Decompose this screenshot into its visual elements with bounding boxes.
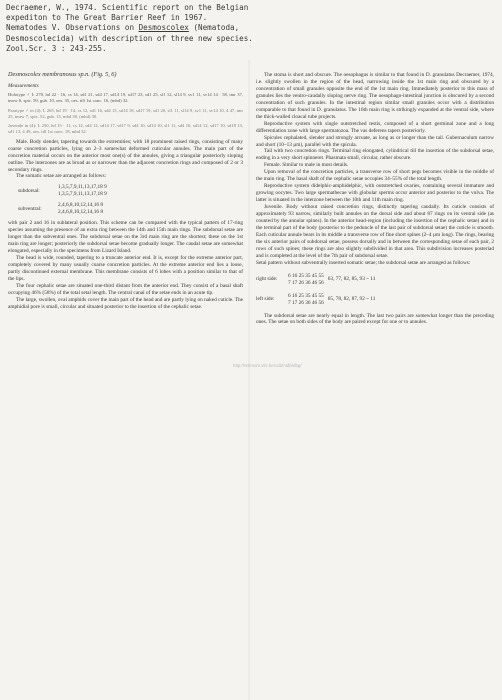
- female-paragraph: Female. Similar to male in most details.: [264, 162, 349, 169]
- citation-line: expediton to The Great Barrier Reef in 1967.: [6, 13, 208, 23]
- url-watermark: http://nttrmom.vliz.be/cdb/ntdb/dbg/: [233, 363, 302, 368]
- spicule-paragraph: Spicules cephalated, slender and strongly arcuate, as long as or longer than the tail. Gubernaculum narrow and short (10–13 µm), parallel with the spicula.: [256, 134, 494, 148]
- female-reproductive-paragraph: Reproductive system didelphic-amphidelphic, with outstretched ovaries, containing several immature and growing oocytes. Two large spermathecae with globular sperms occur anterior and posterior to the vulva. The latter is situated in the interzone between the 10th and 11th main ring.: [256, 183, 494, 204]
- right-side-row: 6 16 25 35 45 55: [288, 272, 324, 279]
- citation-header: [6, 3, 386, 54]
- measurement-holotype: Holotype ♂ I: 270, hd 22 · 16, cs 14, sd1 21, sd4 17, sd14 19, sd17 23, sd1 25, sl1 12, sl14 9, sv1 11, sv14 14 · 58, tmr 37, tmrw 6, spic. 59, gub. 10, oes. 35, oes. till 1st conc. 16, (mbd) 32.: [8, 91, 243, 104]
- left-side-label: left side:: [256, 296, 275, 303]
- subdorsal-row: 1,3,5,7,9,11,13,17,18 9: [58, 191, 107, 198]
- left-side-tail: 65, 78, 82, 87, 92 ~ 11: [327, 296, 376, 303]
- citation-text: Nematodes V. Observations on: [6, 23, 139, 33]
- subventral-row: 2,4,6,8,10,12,14,16 8: [58, 202, 104, 209]
- citation-line: Zool.Scr. 3 : 243-255.: [6, 43, 107, 53]
- left-side-row: 6 16 25 35 45 55: [288, 292, 324, 299]
- citation-line: Desmoscolecida) with description of three new species.: [6, 33, 253, 43]
- juvenile-paragraph: Juvenile. Body without raised concretion rings, distinctly tapering caudally. Its cuticle consists of approximately 93 narrow, similarly built annules on the dorsal side and about 87 rings on its ventral side (as counted by the annular spines). In the anterior head-region (including the insertion of the cephalic setae) and in the terminal part of the body (posterior to the peduncle of the last pair of subdorsal setae) the cuticle is smooth. Each cuticular annule bears in its middle a transverse row of fine short spines (2–4 µm long). The rings, bearing the six anterior pairs of subdorsal setae, possess dorsally and in between the corresponding setae of each pair, 2 rows of such spines; these rings are also slightly subdivided in that area. This subdivision increases posteriad and is completed at the level of the 7th pair of subdorsal setae.: [256, 204, 494, 259]
- female-detail-paragraph: Upon removal of the concretion particles, a transverse row of short pegs becomes visible in the middle of the main ring. The basal shaft of the cephalic setae occupies 34–55% of the total length.: [256, 169, 494, 183]
- left-column: [8, 72, 243, 311]
- subventral-row: 2,4,6,8,10,12,14,16 8: [58, 209, 104, 216]
- species-title: Desmoscolex membranosus sp.n. (Fig. 5, 6): [8, 71, 117, 78]
- juvenile-setae-intro: Setal pattern without subventrally inserted somatic setae; the subdorsal setae are arranged as follows:: [256, 259, 471, 266]
- left-side-formula: [256, 293, 494, 307]
- subventral-label: subventral:: [18, 205, 42, 212]
- citation-text: (Nematoda,: [188, 23, 240, 33]
- tail-paragraph: Tail with two concretion rings. Terminal ring elongated, cylindrical till the insertion of the subdorsal setae, ending in a very short spinneret. Phasmata small, circular, rather obscure.: [256, 148, 494, 162]
- right-side-tail: 63, 77, 82, 85, 93 ~ 11: [327, 276, 376, 283]
- somatic-setae-intro: The somatic setae are arranged as follows:: [16, 173, 107, 180]
- genus-name: Desmoscolex: [138, 23, 189, 33]
- head-paragraph: The head is wide, rounded, tapering to a truncate anterior end. It is, except for the extreme anterior part, completely covered by many usually coarse concretion particles. At the extreme anterior end lies a loose, partly discontinued external membrane. This membrane consists of 6 lobes with a position similar to that of the lips.: [8, 254, 243, 282]
- subdorsal-row: 1,3,5,7,9,11,13,17,18 9: [58, 184, 107, 191]
- page-fold-shadow: [248, 60, 250, 700]
- measurements-heading: Measurements: [8, 82, 39, 89]
- right-side-row: 7 17 26 36 46 56: [288, 279, 324, 286]
- citation-line: Decraemer, W., 1974. Scientific report on the Belgian: [6, 3, 249, 12]
- right-side-formula: [256, 273, 494, 287]
- subdorsal-formula: [18, 184, 243, 198]
- measurement-paratype: Paratype ♂ in (4): L 265, hd 19 · 14, cs 12, sd1 16, sd4 15, sd14 18, sd17 19, sd1 20, sl1 11, sl14 9, sv1 11, sv14 10, 4 47, tmr 25, tmrw 7, spic. 52, gub. 13, mbd 38, (mbd) 30.: [8, 107, 243, 119]
- subdorsal-label: subdorsal:: [18, 187, 40, 194]
- male-description: Male. Body slender, tapering towards the extremities; with 18 prominent raised rings, consisting of many coarse concretion particles, lying on 2–3 somewhat deformed cuticular annules. The main part of the concretion material occurs on the anterior most one(s) of the annules, giving a triangular posteriorly sloping outline. The interzones are as broad as or narrower than the adjacent concretion rings and composed of 2 or 3 secondary rings.: [8, 138, 243, 173]
- left-side-row: 7 17 26 36 46 56: [288, 299, 324, 306]
- subventral-formula: [18, 202, 243, 216]
- citation-line: [6, 23, 386, 33]
- cephalic-setae-paragraph: The four cephalic setae are situated one-third distant from the anterior end. They consist of a basal shaft occupying 46% (58%) of the total setal length. The central canal of the setae ends in an acute tip.: [8, 282, 243, 296]
- stoma-paragraph: The stoma is short and obscure. The oesophagus is similar to that found in D. granulatus Decraemer, 1974, i.e. slightly swollen in the region of the head, narrowing inside the 1st main ring and obscured by a concentration of small granules opposite the end of the 1st main ring. Immediately posterior to this mass of granules lies the ventro-caudally sloping nerve ring. The oesophago-intestinal junction is obscured by a second concentration of such granules. In the intestinal region similar small granules occur with a distribution comparable to that found in D. granulatus. The 16th main ring is strikingly expanded at the ventral side, where the thick-walled cloacal tube projects.: [256, 72, 494, 120]
- reproductive-paragraph: Reproductive system with single outstretched testis, composed of a short germinal zone and a long differentiation zone with large spermatozoa. The vas deferens tapers posteriorly.: [256, 120, 494, 134]
- right-side-label: right side:: [256, 276, 278, 283]
- measurement-juvenile: Juvenile in (4): L 250, hd 15 · 11, cs 12, sd4 12, sd14 17, sd17 9, sd4 10, sd14 10, sl1 11, sd4 10, sd14 12, sd17 10, sd18 13, sd1 13, 4 49, oes. till 1st conc. 18, mbd 32.: [8, 123, 243, 135]
- chaetotaxy-paragraph: with pair 2 and 16 in sublateral position. This scheme can be compared with the typical pattern of 17-ring species assuming the presence of an extra ring between the 14th and 15th main rings. The subdorsal setae are longer than the subventral ones. The subdorsal setae on the 3rd main ring are the shortest; these on the 1st main ring are longer; posteriorly the subdorsal setae become gradually longer. The caudal setae are somewhat elongated, especially in the specimens from Lizard Island.: [8, 220, 243, 255]
- amphid-paragraph: The large, swollen, oval amphids cover the main part of the head and are partly lying on naked cuticle. The amphidial pore is small, circular and situated posterior to the insertion of the cephalic setae.: [8, 296, 243, 310]
- final-paragraph: The subdorsal setae are nearly equal in length. The last two pairs are somewhat longer than the preceding ones. The setae on both sides of the body are paired except for one or to annules.: [256, 312, 494, 326]
- right-column: [256, 72, 494, 326]
